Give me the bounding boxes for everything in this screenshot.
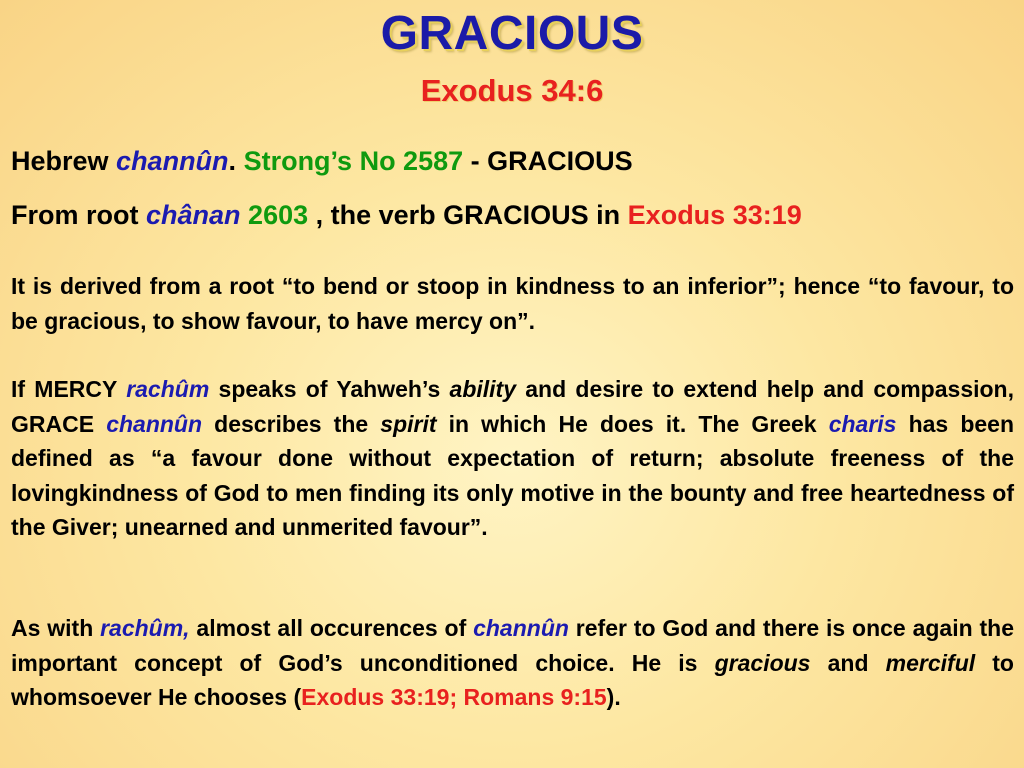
p2-word-channun: channûn [106, 410, 203, 437]
p2-text-5: in which He does it. The Greek [436, 410, 829, 437]
p2-word-rachum: rachûm [126, 376, 210, 402]
root-space [241, 200, 249, 230]
root-description: , the verb GRACIOUS in [308, 200, 628, 230]
slide-subtitle-reference: Exodus 34:6 [420, 73, 604, 108]
hebrew-word: channûn [116, 146, 229, 176]
p3-word-rachum: rachûm, [100, 615, 190, 641]
root-strongs-number: 2603 [248, 200, 309, 230]
p3-text-4: and [810, 649, 886, 676]
p3-text-2: almost all occurences of [189, 615, 474, 641]
strongs-number: Strong’s No 2587 [243, 146, 464, 176]
hebrew-word-period: . [228, 146, 244, 176]
p3-word-gracious: gracious [714, 649, 811, 676]
p2-word-charis: charis [828, 410, 897, 437]
p3-word-channun: channûn [473, 615, 569, 641]
p2-word-ability: ability [449, 376, 517, 402]
root-reference: Exodus 33:19 [627, 200, 802, 230]
p2-word-spirit: spirit [380, 410, 437, 437]
p3-text-3: refer to God and there is once again the important concept of God’s unconditioned choice. He is [11, 615, 1014, 676]
slide-title: GRACIOUS [380, 7, 644, 60]
p3-text-6: ). [606, 684, 621, 710]
p2-text-1: If MERCY [11, 376, 127, 402]
occurrences-paragraph [11, 611, 1014, 715]
root-word-line [11, 199, 1015, 231]
mercy-grace-paragraph [11, 372, 1014, 545]
root-word: chânan [146, 200, 241, 230]
p2-text-6: has been defined as “a favour done without expectation of return; absolute freeness of the lovingkindness of God to men finding its only motive in the bounty and free heartedness of the Giver; unearned and unmerited favour”. [11, 410, 1014, 540]
p3-word-merciful: merciful [885, 649, 976, 676]
p2-text-2: speaks of Yahweh’s [209, 376, 450, 402]
p3-text-5: to whomsoever He chooses ( [11, 649, 1014, 710]
p3-references: Exodus 33:19; Romans 9:15 [301, 684, 607, 710]
hebrew-label: Hebrew [11, 146, 117, 176]
derivation-paragraph: It is derived from a root “to bend or stoop in kindness to an inferior”; hence “to favour, to be gracious, to show favour, to have mercy on”. [11, 273, 1014, 334]
root-label: From root [11, 200, 146, 230]
p2-text-4: describes the [202, 410, 381, 437]
p3-text-1: As with [11, 615, 101, 641]
hebrew-word-line [11, 145, 1015, 177]
hebrew-word-meaning: - GRACIOUS [463, 146, 633, 176]
p2-text-3: and desire to extend help and compassion, GRACE [11, 376, 1014, 437]
